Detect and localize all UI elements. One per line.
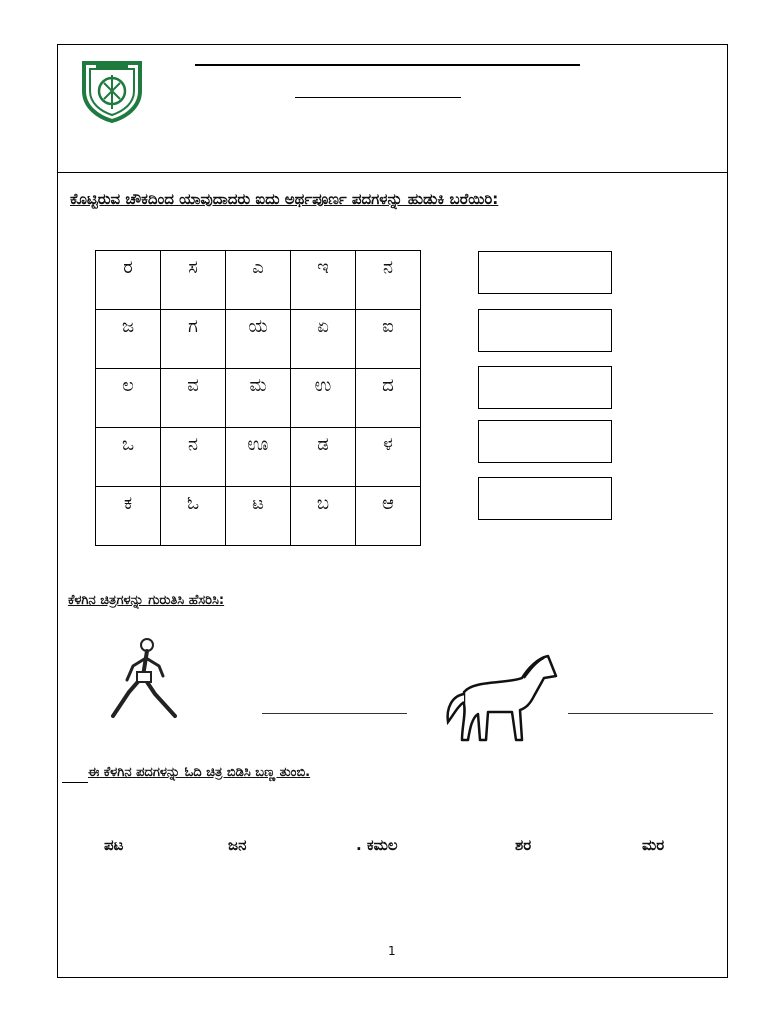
grid-cell: ಯ (226, 310, 291, 369)
word-3: . ಕಮಲ (356, 836, 398, 854)
grid-cell: ಆ (356, 487, 421, 546)
answer-box-2[interactable] (478, 309, 612, 352)
answer-box-1[interactable] (478, 251, 612, 294)
grid-cell: ನ (356, 251, 421, 310)
grid-cell: ಊ (226, 428, 291, 487)
grid-cell: ವ (161, 369, 226, 428)
grid-cell: ಇ (291, 251, 356, 310)
header-separator (57, 172, 728, 173)
grid-cell: ಏ (291, 310, 356, 369)
word-4: ಶರ (515, 836, 532, 854)
grid-row (96, 487, 421, 546)
word-2: ಜನ (228, 836, 247, 854)
grid-cell: ಎ (226, 251, 291, 310)
page-number: 1 (388, 944, 396, 958)
grid-row (96, 310, 421, 369)
question-1-text: ಕೊಟ್ಟಿರುವ ಚೌಕದಿಂದ ಯಾವುದಾದರು ಐದು ಅರ್ಥಪೂರ್ಣ ಪದಗಳನ್ನು ಹುಡುಕಿ ಬರೆಯಿರಿ: (70, 190, 499, 208)
question-3-text: ಈ ಕೆಳಗಿನ ಪದಗಳನ್ನು ಓದಿ ಚಿತ್ರ ಬಿಡಿಸಿ ಬಣ್ಣ ತುಂಬಿ. (88, 765, 311, 780)
grid-cell: ದ (356, 369, 421, 428)
grid-cell: ಡ (291, 428, 356, 487)
question-2-text: ಕೆಳಗಿನ ಚಿತ್ರಗಳನ್ನು ಗುರುತಿಸಿ ಹೆಸರಿಸಿ: (68, 593, 225, 608)
grid-cell: ಗ (161, 310, 226, 369)
runner-answer-line[interactable] (262, 713, 407, 714)
grid-cell: ಬ (291, 487, 356, 546)
grid-cell: ಲ (96, 369, 161, 428)
header-title-line (195, 64, 580, 66)
grid-cell: ಸ (161, 251, 226, 310)
grid-cell: ನ (161, 428, 226, 487)
word-5: ಮರ (642, 836, 665, 854)
grid-cell: ಟ (226, 487, 291, 546)
answer-box-5[interactable] (478, 477, 612, 520)
grid-cell: ಒ (96, 428, 161, 487)
grid-row (96, 369, 421, 428)
runner-icon (103, 636, 185, 728)
grid-row (96, 251, 421, 310)
grid-cell: ಜ (96, 310, 161, 369)
grid-cell: ಐ (356, 310, 421, 369)
header-subtitle-line (295, 97, 461, 98)
grid-cell: ಕ (96, 487, 161, 546)
horse-answer-line[interactable] (568, 713, 713, 714)
school-crest-icon (78, 57, 146, 123)
answer-box-3[interactable] (478, 366, 612, 409)
letter-grid (95, 250, 421, 546)
grid-cell: ಳ (356, 428, 421, 487)
grid-cell: ಮ (226, 369, 291, 428)
grid-row (96, 428, 421, 487)
grid-cell: ಉ (291, 369, 356, 428)
answer-box-4[interactable] (478, 420, 612, 463)
grid-cell: ಓ (161, 487, 226, 546)
word-1: ಪಟ (104, 836, 124, 854)
grid-cell: ರ (96, 251, 161, 310)
horse-icon (440, 648, 562, 746)
question-3-underline (62, 782, 88, 783)
